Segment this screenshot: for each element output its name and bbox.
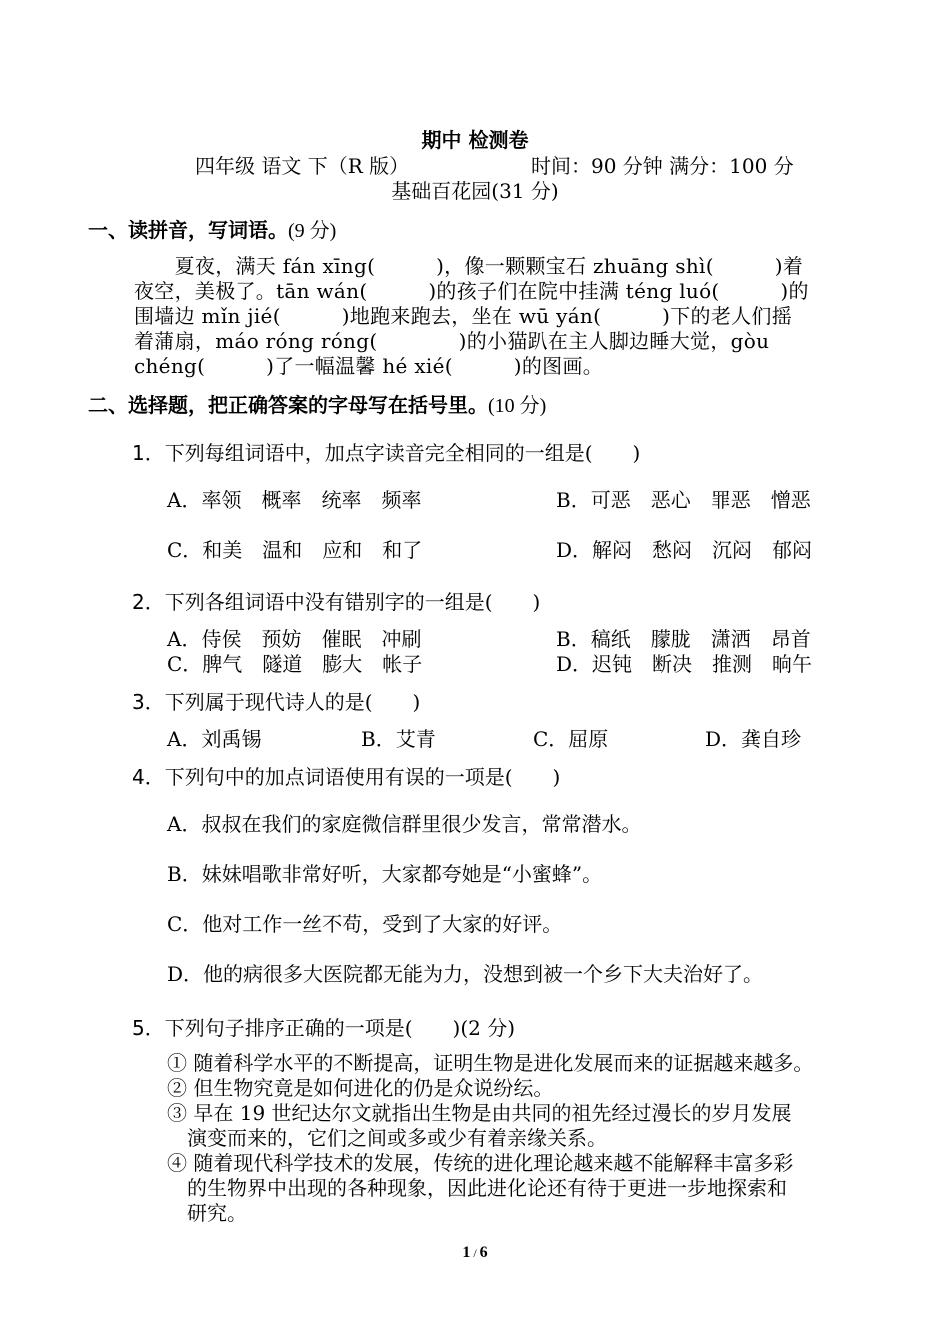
q3-option-d: D．龚自珍: [705, 727, 802, 751]
part2-points: (10 分): [488, 395, 547, 417]
q4-option-c: C．他对工作一丝不苟，受到了大家的好评。: [167, 912, 563, 936]
question-3: [132, 686, 420, 715]
question-5-number: 5．: [132, 1016, 165, 1040]
q5-sentence-2: ② 但生物究竟是如何进化的仍是众说纷纭。: [167, 1076, 554, 1100]
q1-option-c: C．和美 温和 应和 和了: [167, 538, 423, 562]
question-4: [132, 761, 560, 790]
page-current: 1: [462, 1244, 471, 1261]
question-1-stem: 下列每组词语中，加点字读音完全相同的一组是( ): [164, 441, 641, 465]
question-3-number: 3．: [132, 690, 165, 714]
exam-title: 期中 检测卷: [421, 128, 529, 152]
section-label: 基础百花园(31 分): [391, 179, 559, 203]
part1-heading-text: 一、读拼音，写词语。: [88, 218, 288, 242]
question-3-stem: 下列属于现代诗人的是( ): [164, 690, 421, 714]
question-1-number: 1．: [132, 441, 165, 465]
q1-option-a: A．率领 概率 统率 频率: [167, 488, 422, 512]
q5-sentence-4-cont: 的生物界中出现的各种现象，因此进化论还有待于更进一步地探索和: [167, 1176, 787, 1200]
q4-option-d: D．他的病很多大医院都无能为力，没想到被一个乡下大夫治好了。: [167, 962, 764, 986]
q5-sentence-4-end: 研究。: [167, 1201, 247, 1225]
page-total: 6: [479, 1244, 488, 1261]
question-4-stem: 下列句中的加点词语使用有误的一项是( ): [164, 765, 561, 789]
q4-option-b: B．妹妹唱歌非常好听，大家都夸她是“小蜜蜂”。: [167, 862, 603, 886]
part1-line-1: 夏夜，满天 fán xīng( )，像一颗颗宝石 zhuāng shì( )着: [134, 254, 804, 278]
time-score-info: 时间：90 分钟 满分：100 分: [531, 154, 794, 178]
question-2-number: 2．: [132, 590, 165, 614]
grade-subject: 四年级 语文 下（R 版）: [195, 154, 410, 178]
part1-line-4: 着蒲扇，máo róng róng( )的小猫趴在主人脚边睡大觉，gòu: [134, 329, 770, 353]
q4-option-a: A．叔叔在我们的家庭微信群里很少发言，常常潜水。: [167, 812, 642, 836]
q2-option-b: B．稿纸 朦胧 潇洒 昂首: [556, 627, 811, 651]
q2-option-d: D．迟钝 断决 推测 晌午: [556, 652, 813, 676]
question-4-number: 4．: [132, 765, 165, 789]
part1-line-2: 夜空，美极了。tān wán( )的孩子们在院中挂满 téng luó( )的: [134, 279, 809, 303]
part1-line-5: chéng( )了一幅温馨 hé xié( )的图画。: [134, 354, 604, 378]
question-5-stem: 下列句子排序正确的一项是( )(2 分): [164, 1016, 516, 1040]
part2-heading: [88, 389, 546, 418]
question-5: [132, 1012, 515, 1041]
q2-option-a: A．侍侯 预妨 催眠 冲刷: [167, 627, 422, 651]
page-separator: /: [470, 1246, 480, 1260]
part1-heading: [88, 214, 336, 243]
q5-sentence-3-cont: 演变而来的，它们之间或多或少有着亲缘关系。: [167, 1126, 607, 1150]
q5-sentence-1: ① 随着科学水平的不断提高，证明生物是进化发展而来的证据越来越多。: [167, 1051, 814, 1075]
part1-line-3: 围墙边 mǐn jié( )地跑来跑去，坐在 wū yán( )下的老人们摇: [134, 304, 793, 328]
part1-points: (9 分): [288, 220, 337, 242]
q3-option-a: A．刘禹锡: [167, 727, 262, 751]
question-1: [132, 437, 640, 466]
q2-option-c: C．脾气 隧道 膨大 帐子: [167, 652, 423, 676]
q3-option-b: B．艾青: [361, 727, 436, 751]
q1-option-d: D．解闷 愁闷 沉闷 郁闷: [556, 538, 813, 562]
question-2-stem: 下列各组词语中没有错别字的一组是( ): [164, 590, 541, 614]
question-2: [132, 586, 540, 615]
q1-option-b: B．可恶 恶心 罪恶 憎恶: [556, 488, 811, 512]
q5-sentence-3: ③ 早在 19 世纪达尔文就指出生物是由共同的祖先经过漫长的岁月发展: [167, 1101, 792, 1125]
page-number: [0, 1244, 950, 1262]
q3-option-c: C．屈原: [533, 727, 609, 751]
q5-sentence-4: ④ 随着现代科学技术的发展，传统的进化理论越来越不能解释丰富多彩: [167, 1151, 794, 1175]
part2-heading-text: 二、选择题，把正确答案的字母写在括号里。: [88, 393, 488, 417]
